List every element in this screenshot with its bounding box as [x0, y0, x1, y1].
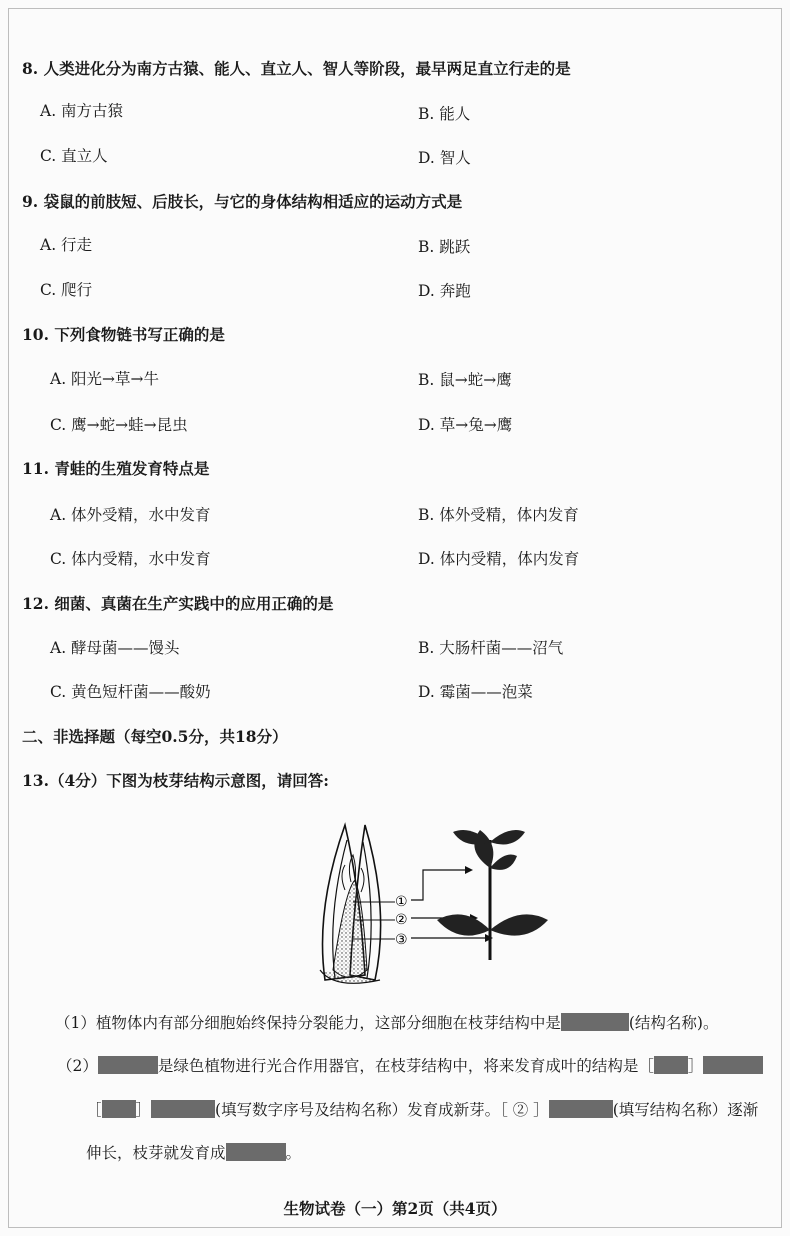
page-footer: 生物试卷（一）第2页（共4页） — [283, 1199, 507, 1218]
question-8-stem: 8. 人类进化分为南方古猿、能人、直立人、智人等阶段，最早两足直立行走的是 — [22, 59, 571, 78]
question-10-stem: 10. 下列食物链书写正确的是 — [22, 325, 225, 344]
q12-option-b: B. 大肠杆菌——沼气 — [418, 639, 564, 657]
q11-option-d: D. 体内受精，体内发育 — [418, 550, 580, 568]
q12-option-d: D. 霉菌——泡菜 — [418, 683, 533, 701]
answer-blank[interactable] — [102, 1100, 136, 1118]
question-9-stem: 9. 袋鼠的前肢短、后肢长，与它的身体结构相适应的运动方式是 — [22, 192, 463, 211]
q12-option-c: C. 黄色短杆菌——酸奶 — [50, 683, 211, 701]
q9-option-c: C. 爬行 — [40, 281, 93, 299]
question-13-stem: 13.（4分）下图为枝芽结构示意图，请回答: — [22, 771, 329, 790]
answer-blank[interactable] — [151, 1100, 215, 1118]
bud-structure-diagram — [305, 820, 555, 990]
plant-icon — [437, 830, 548, 960]
q13-part-3: ［ ］ (填写数字序号及结构名称）发育成新芽。［ ② ］ (填写结构名称）逐渐 — [86, 1101, 759, 1119]
q8-option-c: C. 直立人 — [40, 147, 108, 165]
q12-option-a: A. 酵母菌——馒头 — [50, 639, 180, 657]
question-12-stem: 12. 细菌、真菌在生产实践中的应用正确的是 — [22, 594, 334, 613]
q8-option-b: B. 能人 — [418, 105, 471, 123]
q8-option-d: D. 智人 — [418, 149, 471, 167]
label-3: ③ — [395, 932, 408, 948]
q9-option-a: A. 行走 — [40, 236, 93, 254]
q8-option-a: A. 南方古猿 — [40, 102, 124, 120]
page-border — [8, 8, 782, 1228]
q10-option-b: B. 鼠→蛇→鹰 — [418, 371, 512, 389]
q13-part-4: 伸长，枝芽就发育成 。 — [86, 1144, 302, 1162]
q13-part-1: （1）植物体内有部分细胞始终保持分裂能力，这部分细胞在枝芽结构中是 (结构名称)。 — [55, 1014, 719, 1032]
q9-option-b: B. 跳跃 — [418, 238, 471, 256]
q11-option-c: C. 体内受精，水中发育 — [50, 550, 211, 568]
q11-option-b: B. 体外受精，体内发育 — [418, 506, 579, 524]
answer-blank[interactable] — [98, 1056, 158, 1074]
question-11-stem: 11. 青蛙的生殖发育特点是 — [22, 459, 210, 478]
q13-part-2: （2） 是绿色植物进行光合作用器官，在枝芽结构中，将来发育成叶的结构是［ ］ — [57, 1056, 763, 1076]
answer-blank[interactable] — [561, 1013, 629, 1031]
q10-option-c: C. 鹰→蛇→蛙→昆虫 — [50, 416, 188, 434]
q11-option-a: A. 体外受精，水中发育 — [50, 506, 211, 524]
answer-blank[interactable] — [654, 1056, 688, 1074]
label-2: ② — [395, 912, 408, 928]
section-2-heading: 二、非选择题（每空0.5分，共18分） — [22, 727, 288, 746]
bud-icon — [320, 825, 381, 983]
q9-option-d: D. 奔跑 — [418, 282, 471, 300]
q10-option-a: A. 阳光→草→牛 — [50, 370, 160, 388]
q10-option-d: D. 草→兔→鹰 — [418, 416, 513, 434]
answer-blank[interactable] — [226, 1143, 286, 1161]
answer-blank[interactable] — [549, 1100, 613, 1118]
answer-blank[interactable] — [703, 1056, 763, 1074]
label-1: ① — [395, 894, 408, 910]
